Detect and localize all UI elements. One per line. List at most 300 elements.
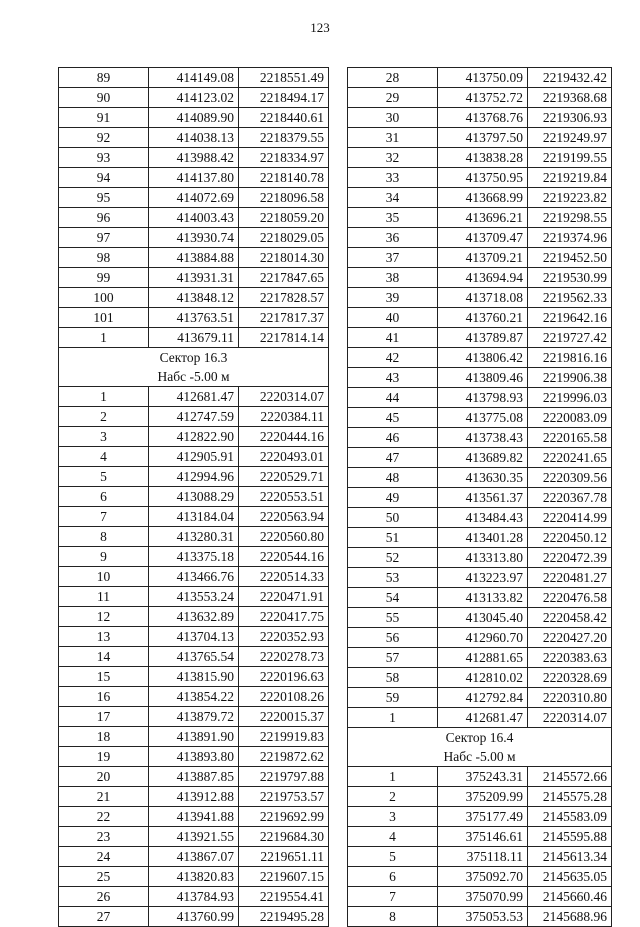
point-number-cell: 27 <box>59 907 149 927</box>
y-coordinate-cell: 2218096.58 <box>239 188 329 208</box>
y-coordinate-cell: 2219919.83 <box>239 727 329 747</box>
x-coordinate-cell: 412810.02 <box>438 668 528 688</box>
x-coordinate-cell: 413223.97 <box>438 568 528 588</box>
x-coordinate-cell: 412881.65 <box>438 648 528 668</box>
point-number-cell: 12 <box>59 607 149 627</box>
y-coordinate-cell: 2220384.11 <box>239 407 329 427</box>
y-coordinate-cell: 2220544.16 <box>239 547 329 567</box>
sector-header-cell: Набс -5.00 м <box>348 747 612 767</box>
point-number-cell: 20 <box>59 767 149 787</box>
point-number-cell: 11 <box>59 587 149 607</box>
x-coordinate-cell: 412905.91 <box>149 447 239 467</box>
x-coordinate-cell: 413820.83 <box>149 867 239 887</box>
point-number-cell: 53 <box>348 568 438 588</box>
y-coordinate-cell: 2218551.49 <box>239 68 329 88</box>
x-coordinate-cell: 375209.99 <box>438 787 528 807</box>
table-row <box>59 108 329 128</box>
table-row <box>348 188 612 208</box>
y-coordinate-cell: 2217828.57 <box>239 288 329 308</box>
y-coordinate-cell: 2219996.03 <box>528 388 612 408</box>
y-coordinate-cell: 2220309.56 <box>528 468 612 488</box>
table-row <box>59 447 329 467</box>
y-coordinate-cell: 2218379.55 <box>239 128 329 148</box>
y-coordinate-cell: 2220241.65 <box>528 448 612 468</box>
x-coordinate-cell: 412681.47 <box>149 387 239 407</box>
point-number-cell: 100 <box>59 288 149 308</box>
table-row <box>348 827 612 847</box>
y-coordinate-cell: 2219562.33 <box>528 288 612 308</box>
y-coordinate-cell: 2218029.05 <box>239 228 329 248</box>
point-number-cell: 98 <box>59 248 149 268</box>
x-coordinate-cell: 414072.69 <box>149 188 239 208</box>
table-row <box>59 328 329 348</box>
x-coordinate-cell: 414123.02 <box>149 88 239 108</box>
x-coordinate-cell: 413553.24 <box>149 587 239 607</box>
point-number-cell: 59 <box>348 688 438 708</box>
x-coordinate-cell: 413893.80 <box>149 747 239 767</box>
x-coordinate-cell: 413484.43 <box>438 508 528 528</box>
coordinates-table-right <box>347 67 612 927</box>
x-coordinate-cell: 414038.13 <box>149 128 239 148</box>
sector-header-cell: Сектор 16.3 <box>59 348 329 368</box>
y-coordinate-cell: 2220514.33 <box>239 567 329 587</box>
point-number-cell: 96 <box>59 208 149 228</box>
table-row <box>59 807 329 827</box>
table-row <box>348 268 612 288</box>
x-coordinate-cell: 413891.90 <box>149 727 239 747</box>
table-row <box>348 787 612 807</box>
point-number-cell: 58 <box>348 668 438 688</box>
y-coordinate-cell: 2219223.82 <box>528 188 612 208</box>
table-row <box>59 747 329 767</box>
point-number-cell: 26 <box>59 887 149 907</box>
x-coordinate-cell: 413879.72 <box>149 707 239 727</box>
table-row <box>59 727 329 747</box>
x-coordinate-cell: 413784.93 <box>149 887 239 907</box>
x-coordinate-cell: 413930.74 <box>149 228 239 248</box>
table-row <box>348 68 612 88</box>
x-coordinate-cell: 413133.82 <box>438 588 528 608</box>
point-number-cell: 28 <box>348 68 438 88</box>
sector-header-cell: Набс -5.00 м <box>59 367 329 387</box>
y-coordinate-cell: 2220472.39 <box>528 548 612 568</box>
sector-header-row <box>348 728 612 748</box>
x-coordinate-cell: 413689.82 <box>438 448 528 468</box>
table-row <box>59 587 329 607</box>
x-coordinate-cell: 375070.99 <box>438 887 528 907</box>
table-row <box>348 88 612 108</box>
table-row <box>59 308 329 328</box>
point-number-cell: 40 <box>348 308 438 328</box>
x-coordinate-cell: 413561.37 <box>438 488 528 508</box>
table-row <box>59 687 329 707</box>
point-number-cell: 50 <box>348 508 438 528</box>
table-row <box>348 847 612 867</box>
y-coordinate-cell: 2220560.80 <box>239 527 329 547</box>
x-coordinate-cell: 413775.08 <box>438 408 528 428</box>
point-number-cell: 30 <box>348 108 438 128</box>
x-coordinate-cell: 413763.51 <box>149 308 239 328</box>
y-coordinate-cell: 2218059.20 <box>239 208 329 228</box>
point-number-cell: 52 <box>348 548 438 568</box>
table-row <box>59 228 329 248</box>
x-coordinate-cell: 413988.42 <box>149 148 239 168</box>
table-row <box>348 448 612 468</box>
y-coordinate-cell: 2220471.91 <box>239 587 329 607</box>
table-row <box>59 887 329 907</box>
x-coordinate-cell: 413921.55 <box>149 827 239 847</box>
x-coordinate-cell: 413752.72 <box>438 88 528 108</box>
point-number-cell: 57 <box>348 648 438 668</box>
x-coordinate-cell: 413088.29 <box>149 487 239 507</box>
table-row <box>348 688 612 708</box>
y-coordinate-cell: 2145635.05 <box>528 867 612 887</box>
y-coordinate-cell: 2220481.27 <box>528 568 612 588</box>
table-row <box>348 248 612 268</box>
y-coordinate-cell: 2145688.96 <box>528 907 612 927</box>
y-coordinate-cell: 2145595.88 <box>528 827 612 847</box>
y-coordinate-cell: 2220108.26 <box>239 687 329 707</box>
x-coordinate-cell: 413848.12 <box>149 288 239 308</box>
x-coordinate-cell: 413838.28 <box>438 148 528 168</box>
table-row <box>59 387 329 407</box>
sector-header-cell: Сектор 16.4 <box>348 728 612 748</box>
y-coordinate-cell: 2145613.34 <box>528 847 612 867</box>
table-row <box>59 907 329 927</box>
x-coordinate-cell: 412994.96 <box>149 467 239 487</box>
table-row <box>59 288 329 308</box>
x-coordinate-cell: 413760.99 <box>149 907 239 927</box>
y-coordinate-cell: 2219684.30 <box>239 827 329 847</box>
point-number-cell: 38 <box>348 268 438 288</box>
x-coordinate-cell: 375118.11 <box>438 847 528 867</box>
table-row <box>348 767 612 787</box>
point-number-cell: 6 <box>348 867 438 887</box>
table-row <box>59 787 329 807</box>
point-number-cell: 1 <box>348 708 438 728</box>
table-row <box>59 208 329 228</box>
point-number-cell: 101 <box>59 308 149 328</box>
x-coordinate-cell: 413760.21 <box>438 308 528 328</box>
y-coordinate-cell: 2219816.16 <box>528 348 612 368</box>
x-coordinate-cell: 413696.21 <box>438 208 528 228</box>
x-coordinate-cell: 413709.47 <box>438 228 528 248</box>
table-row <box>348 488 612 508</box>
y-coordinate-cell: 2220083.09 <box>528 408 612 428</box>
point-number-cell: 41 <box>348 328 438 348</box>
x-coordinate-cell: 413912.88 <box>149 787 239 807</box>
y-coordinate-cell: 2218014.30 <box>239 248 329 268</box>
x-coordinate-cell: 413789.87 <box>438 328 528 348</box>
y-coordinate-cell: 2220529.71 <box>239 467 329 487</box>
y-coordinate-cell: 2219432.42 <box>528 68 612 88</box>
point-number-cell: 21 <box>59 787 149 807</box>
y-coordinate-cell: 2145572.66 <box>528 767 612 787</box>
y-coordinate-cell: 2220450.12 <box>528 528 612 548</box>
point-number-cell: 95 <box>59 188 149 208</box>
x-coordinate-cell: 413045.40 <box>438 608 528 628</box>
table-row <box>59 467 329 487</box>
point-number-cell: 46 <box>348 428 438 448</box>
point-number-cell: 94 <box>59 168 149 188</box>
table-row <box>59 88 329 108</box>
x-coordinate-cell: 375177.49 <box>438 807 528 827</box>
point-number-cell: 92 <box>59 128 149 148</box>
x-coordinate-cell: 412681.47 <box>438 708 528 728</box>
x-coordinate-cell: 413704.13 <box>149 627 239 647</box>
table-row <box>59 407 329 427</box>
point-number-cell: 48 <box>348 468 438 488</box>
table-row <box>348 648 612 668</box>
y-coordinate-cell: 2217814.14 <box>239 328 329 348</box>
x-coordinate-cell: 413679.11 <box>149 328 239 348</box>
point-number-cell: 5 <box>348 847 438 867</box>
sector-header-row <box>348 747 612 767</box>
point-number-cell: 18 <box>59 727 149 747</box>
table-row <box>59 527 329 547</box>
table-row <box>348 288 612 308</box>
y-coordinate-cell: 2219374.96 <box>528 228 612 248</box>
x-coordinate-cell: 413765.54 <box>149 647 239 667</box>
table-row <box>348 428 612 448</box>
table-row <box>348 388 612 408</box>
x-coordinate-cell: 413401.28 <box>438 528 528 548</box>
point-number-cell: 8 <box>348 907 438 927</box>
table-row <box>348 328 612 348</box>
point-number-cell: 42 <box>348 348 438 368</box>
table-row <box>59 627 329 647</box>
point-number-cell: 35 <box>348 208 438 228</box>
table-row <box>59 148 329 168</box>
table-row <box>59 487 329 507</box>
table-row <box>348 208 612 228</box>
y-coordinate-cell: 2219797.88 <box>239 767 329 787</box>
point-number-cell: 8 <box>59 527 149 547</box>
point-number-cell: 32 <box>348 148 438 168</box>
point-number-cell: 90 <box>59 88 149 108</box>
table-row <box>59 268 329 288</box>
table-row <box>59 827 329 847</box>
point-number-cell: 7 <box>348 887 438 907</box>
x-coordinate-cell: 413884.88 <box>149 248 239 268</box>
x-coordinate-cell: 413718.08 <box>438 288 528 308</box>
y-coordinate-cell: 2218494.17 <box>239 88 329 108</box>
y-coordinate-cell: 2220328.69 <box>528 668 612 688</box>
y-coordinate-cell: 2220278.73 <box>239 647 329 667</box>
point-number-cell: 2 <box>348 787 438 807</box>
y-coordinate-cell: 2219452.50 <box>528 248 612 268</box>
y-coordinate-cell: 2219199.55 <box>528 148 612 168</box>
y-coordinate-cell: 2218440.61 <box>239 108 329 128</box>
table-row <box>348 588 612 608</box>
point-number-cell: 89 <box>59 68 149 88</box>
point-number-cell: 2 <box>59 407 149 427</box>
y-coordinate-cell: 2145575.28 <box>528 787 612 807</box>
y-coordinate-cell: 2220196.63 <box>239 667 329 687</box>
y-coordinate-cell: 2219219.84 <box>528 168 612 188</box>
point-number-cell: 4 <box>348 827 438 847</box>
x-coordinate-cell: 414149.08 <box>149 68 239 88</box>
y-coordinate-cell: 2220427.20 <box>528 628 612 648</box>
table-row <box>59 867 329 887</box>
point-number-cell: 4 <box>59 447 149 467</box>
y-coordinate-cell: 2220314.07 <box>239 387 329 407</box>
coordinates-table-left <box>58 67 329 927</box>
table-row <box>59 507 329 527</box>
x-coordinate-cell: 413694.94 <box>438 268 528 288</box>
point-number-cell: 45 <box>348 408 438 428</box>
point-number-cell: 1 <box>59 387 149 407</box>
y-coordinate-cell: 2219906.38 <box>528 368 612 388</box>
y-coordinate-cell: 2219651.11 <box>239 847 329 867</box>
point-number-cell: 13 <box>59 627 149 647</box>
point-number-cell: 43 <box>348 368 438 388</box>
table-row <box>348 528 612 548</box>
table-row <box>348 308 612 328</box>
y-coordinate-cell: 2220352.93 <box>239 627 329 647</box>
y-coordinate-cell: 2220553.51 <box>239 487 329 507</box>
point-number-cell: 51 <box>348 528 438 548</box>
y-coordinate-cell: 2218334.97 <box>239 148 329 168</box>
y-coordinate-cell: 2220015.37 <box>239 707 329 727</box>
table-row <box>59 248 329 268</box>
x-coordinate-cell: 413184.04 <box>149 507 239 527</box>
table-row <box>59 607 329 627</box>
x-coordinate-cell: 413854.22 <box>149 687 239 707</box>
point-number-cell: 14 <box>59 647 149 667</box>
y-coordinate-cell: 2220476.58 <box>528 588 612 608</box>
table-row <box>59 68 329 88</box>
table-row <box>348 348 612 368</box>
x-coordinate-cell: 413806.42 <box>438 348 528 368</box>
table-row <box>348 628 612 648</box>
point-number-cell: 9 <box>59 547 149 567</box>
point-number-cell: 29 <box>348 88 438 108</box>
table-row <box>59 667 329 687</box>
point-number-cell: 56 <box>348 628 438 648</box>
x-coordinate-cell: 413709.21 <box>438 248 528 268</box>
table-row <box>348 608 612 628</box>
point-number-cell: 47 <box>348 448 438 468</box>
table-row <box>348 368 612 388</box>
x-coordinate-cell: 375243.31 <box>438 767 528 787</box>
table-row <box>59 767 329 787</box>
y-coordinate-cell: 2217817.37 <box>239 308 329 328</box>
y-coordinate-cell: 2220444.16 <box>239 427 329 447</box>
point-number-cell: 16 <box>59 687 149 707</box>
table-row <box>348 867 612 887</box>
y-coordinate-cell: 2219727.42 <box>528 328 612 348</box>
x-coordinate-cell: 413867.07 <box>149 847 239 867</box>
x-coordinate-cell: 412822.90 <box>149 427 239 447</box>
table-row <box>348 508 612 528</box>
y-coordinate-cell: 2219642.16 <box>528 308 612 328</box>
table-row <box>348 548 612 568</box>
y-coordinate-cell: 2219306.93 <box>528 108 612 128</box>
point-number-cell: 54 <box>348 588 438 608</box>
table-row <box>59 847 329 867</box>
table-row <box>59 547 329 567</box>
table-row <box>348 807 612 827</box>
x-coordinate-cell: 413750.09 <box>438 68 528 88</box>
table-row <box>348 708 612 728</box>
x-coordinate-cell: 413738.43 <box>438 428 528 448</box>
x-coordinate-cell: 413280.31 <box>149 527 239 547</box>
table-row <box>348 468 612 488</box>
sector-header-row <box>59 348 329 368</box>
table-row <box>348 168 612 188</box>
table-row <box>348 907 612 927</box>
y-coordinate-cell: 2219554.41 <box>239 887 329 907</box>
table-row <box>59 128 329 148</box>
y-coordinate-cell: 2220383.63 <box>528 648 612 668</box>
table-row <box>59 427 329 447</box>
x-coordinate-cell: 413941.88 <box>149 807 239 827</box>
table-row <box>59 188 329 208</box>
x-coordinate-cell: 414137.80 <box>149 168 239 188</box>
table-row <box>348 668 612 688</box>
x-coordinate-cell: 413630.35 <box>438 468 528 488</box>
point-number-cell: 24 <box>59 847 149 867</box>
point-number-cell: 1 <box>59 328 149 348</box>
point-number-cell: 39 <box>348 288 438 308</box>
y-coordinate-cell: 2218140.78 <box>239 168 329 188</box>
x-coordinate-cell: 413313.80 <box>438 548 528 568</box>
point-number-cell: 1 <box>348 767 438 787</box>
y-coordinate-cell: 2220563.94 <box>239 507 329 527</box>
x-coordinate-cell: 414089.90 <box>149 108 239 128</box>
point-number-cell: 7 <box>59 507 149 527</box>
point-number-cell: 6 <box>59 487 149 507</box>
point-number-cell: 5 <box>59 467 149 487</box>
point-number-cell: 99 <box>59 268 149 288</box>
table-row <box>348 568 612 588</box>
x-coordinate-cell: 413815.90 <box>149 667 239 687</box>
point-number-cell: 37 <box>348 248 438 268</box>
x-coordinate-cell: 375092.70 <box>438 867 528 887</box>
x-coordinate-cell: 412960.70 <box>438 628 528 648</box>
point-number-cell: 17 <box>59 707 149 727</box>
sector-header-row <box>59 367 329 387</box>
point-number-cell: 31 <box>348 128 438 148</box>
x-coordinate-cell: 413750.95 <box>438 168 528 188</box>
x-coordinate-cell: 413768.76 <box>438 108 528 128</box>
point-number-cell: 49 <box>348 488 438 508</box>
table-row <box>59 647 329 667</box>
x-coordinate-cell: 375146.61 <box>438 827 528 847</box>
x-coordinate-cell: 375053.53 <box>438 907 528 927</box>
x-coordinate-cell: 414003.43 <box>149 208 239 228</box>
y-coordinate-cell: 2219249.97 <box>528 128 612 148</box>
table-row <box>59 168 329 188</box>
y-coordinate-cell: 2220314.07 <box>528 708 612 728</box>
point-number-cell: 55 <box>348 608 438 628</box>
x-coordinate-cell: 413809.46 <box>438 368 528 388</box>
y-coordinate-cell: 2220493.01 <box>239 447 329 467</box>
x-coordinate-cell: 412792.84 <box>438 688 528 708</box>
table-row <box>59 567 329 587</box>
page-number: 123 <box>310 20 330 35</box>
table-row <box>348 148 612 168</box>
point-number-cell: 93 <box>59 148 149 168</box>
y-coordinate-cell: 2145660.46 <box>528 887 612 907</box>
point-number-cell: 91 <box>59 108 149 128</box>
y-coordinate-cell: 2217847.65 <box>239 268 329 288</box>
point-number-cell: 33 <box>348 168 438 188</box>
y-coordinate-cell: 2220458.42 <box>528 608 612 628</box>
y-coordinate-cell: 2145583.09 <box>528 807 612 827</box>
y-coordinate-cell: 2219753.57 <box>239 787 329 807</box>
